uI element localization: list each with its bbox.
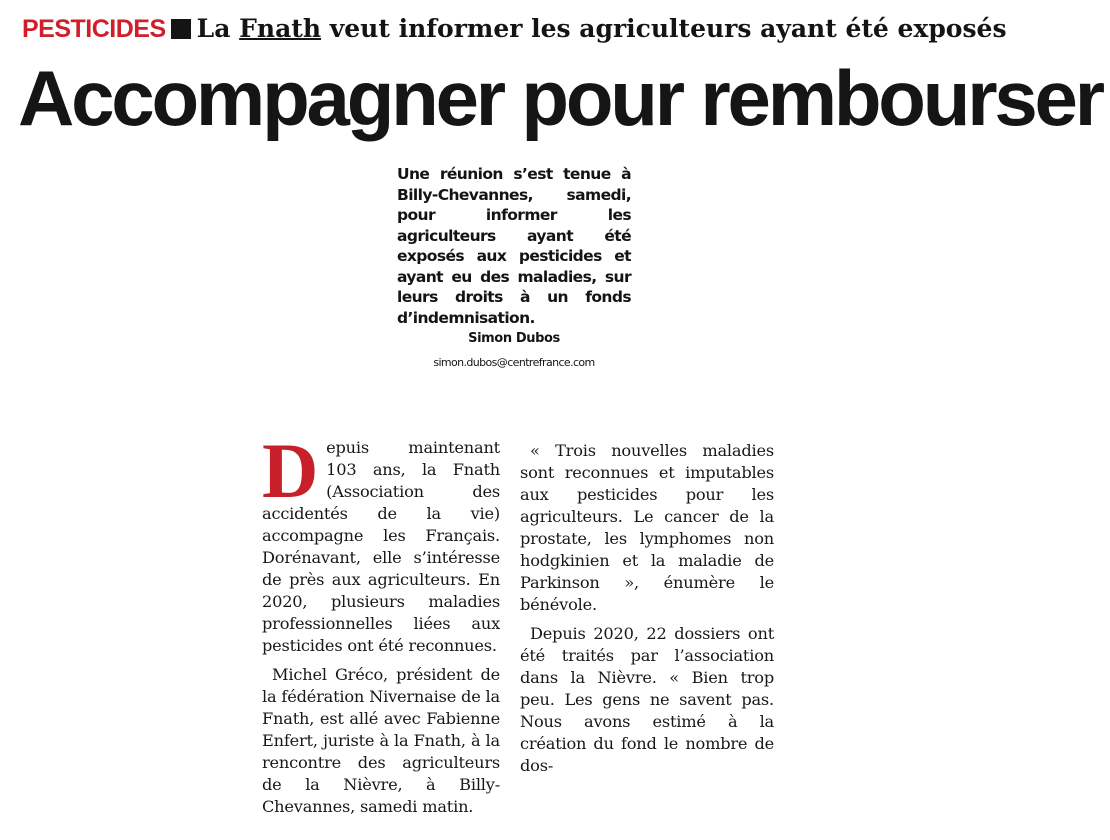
deck-before: La: [196, 14, 231, 43]
drop-cap: D: [262, 427, 319, 514]
paragraph-1-text: epuis maintenant 103 ans, la Fnath (Association des accidentés de la vie) accompagne les Français. Dorénavant, elle s’intéresse de près aux agriculteurs. En 2020, plusieurs maladies professionnelles liées aux pesticides ont été reconnues.: [262, 438, 500, 655]
author-email: simon.dubos@centrefrance.com: [433, 356, 595, 369]
square-bullet-icon: [171, 19, 191, 39]
standfirst: Une réunion s’est tenue à Billy-Chevannes, samedi, pour informer les agriculteurs ayant été exposés aux pesticides et ayant eu des maladies, sur leurs droits à un fonds d’indemnisation.: [397, 165, 631, 327]
deck-after: veut informer les agriculteurs ayant été exposés: [329, 14, 1007, 43]
article-column-1: [262, 427, 500, 825]
paragraph-1: [262, 427, 500, 657]
paragraph-2: Michel Gréco, président de la fédération Nivernaise de la Fnath, est allé avec Fabienne Enfert, juriste à la Fnath, à la rencontre des agriculteurs de la Nièvre, à Billy-Chevannes, samedi matin.: [262, 665, 500, 816]
headline: Accompagner pour rembourser: [18, 54, 1102, 142]
paragraph-3: « Trois nouvelles maladies sont reconnues et imputables aux pesticides pour les agriculteurs. Le cancer de la prostate, les lymphomes non hodgkinien et la maladie de Parkinson », énumère le bénévole.: [520, 441, 774, 614]
deck-text: [197, 14, 1007, 43]
article-column-2: [520, 440, 774, 784]
paragraph-4: Depuis 2020, 22 dossiers ont été traités par l’association dans la Nièvre. « Bien trop peu. Les gens ne savent pas. Nous avons estimé à la création du fond le nombre de dos-: [520, 624, 774, 775]
author-name: Simon Dubos: [468, 331, 560, 346]
rubric-label: PESTICIDES: [22, 15, 166, 43]
kicker-line: [22, 12, 1007, 46]
deck-underlined: Fnath: [239, 14, 322, 43]
